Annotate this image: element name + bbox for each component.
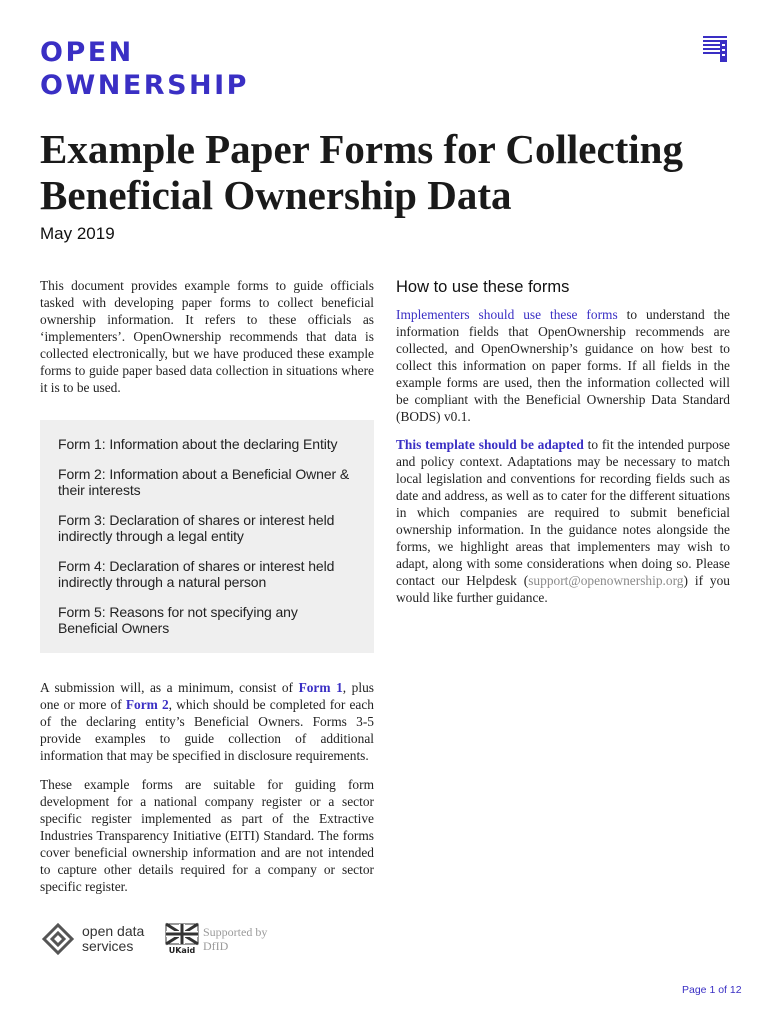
ods-diamond-icon [40, 922, 76, 956]
how-to-text-2: to fit the intended purpose and policy context. Adaptations may be necessary to match local legislation and conventions for recording fields such as date and address, as well as to cater for the different situations in which companies are required to submit beneficial ownership information. In the guidance notes alongside the forms, we highlight areas that implementers may wish to adapt, along with some considerations when doing so. Please contact our Helpdesk ( [396, 437, 730, 588]
suitability-paragraph: These example forms are suitable for guiding form development for a national company register or a sector specific register implemented as part of the Extractive Industries Transparency Initiative (EITI) Standard. The forms cover beneficial ownership information and are not intended to capture other details required for a company or sector specific register. [40, 777, 374, 894]
supported-by [203, 925, 267, 953]
how-to-column [396, 278, 730, 617]
form-item-3: Form 3: Declaration of shares or interest held indirectly through a legal entity [58, 511, 335, 544]
forms-list-box [40, 420, 374, 653]
open-ownership-logo [40, 36, 249, 102]
logo-line-1: OPEN [40, 37, 134, 68]
how-to-paragraph-1 [396, 306, 730, 425]
ods-line-2: services [82, 938, 134, 954]
striped-flag-icon [703, 36, 731, 64]
form-item-2: Form 2: Information about a Beneficial Owner & their interests [58, 465, 350, 498]
how-to-paragraph-2 [396, 436, 730, 606]
form-2-link[interactable]: Form 2 [125, 697, 169, 712]
form-1-link[interactable]: Form 1 [298, 680, 343, 695]
form-item-4: Form 4: Declaration of shares or interest held indirectly through a natural person [58, 557, 335, 590]
union-flag-icon [164, 922, 200, 956]
logo-line-2: OWNERSHIP [40, 70, 249, 101]
ods-line-1: open data [82, 923, 145, 939]
how-to-text-1: to understand the information fields that OpenOwnership recommends are collected, and OpenOwnership’s guidance on how best to collect this information on paper forms. If all fields in the example forms are used, then the information collected will be compliant with the Beneficial Ownership Data Standard (BODS) v0.1. [396, 307, 730, 424]
form-item-1: Form 1: Information about the declaring Entity [58, 436, 338, 452]
implementers-highlight: Implementers should use these forms [396, 307, 618, 322]
how-to-text-3: ) if you would like further guidance. [396, 573, 731, 605]
submission-column [40, 679, 374, 907]
form-item-5: Form 5: Reasons for not specifying any Beneficial Owners [58, 603, 298, 636]
submission-text-1: A submission will, as a minimum, consist of [40, 680, 299, 695]
intro-paragraph: This document provides example forms to guide officials tasked with developing paper forms to collect beneficial ownership information. It refers to these officials as ‘implementers’. OpenOwnership recommends that data is collected electronically, but we have produced these example forms to guide paper based data collection in situations where it is to be used. [40, 278, 374, 395]
helpdesk-email-link[interactable]: support@openownership.org [528, 573, 684, 588]
page-number: Page 1 of 12 [682, 984, 742, 996]
document-title [40, 126, 740, 218]
submission-text-3: , which should be completed for each of the declaring entity’s Beneficial Owners. Forms 3-5 provide examples to guide collection of additional information that may be specified in disclosure requirements. [40, 697, 374, 763]
title-line-2: Beneficial Ownership Data [40, 172, 512, 218]
submission-paragraph [40, 679, 374, 764]
open-data-services-logo [40, 922, 144, 956]
title-line-1: Example Paper Forms for Collecting [40, 126, 683, 172]
adapt-highlight: This template should be adapted [396, 437, 584, 452]
supported-line-2: DfID [203, 939, 229, 953]
ods-wordmark [82, 924, 144, 954]
intro-column [40, 277, 374, 396]
supported-line-1: Supported by [203, 925, 268, 939]
submission-text-2: , plus one or more of [40, 680, 374, 712]
ukaid-label: UKaid [168, 946, 196, 955]
how-to-heading: How to use these forms [396, 278, 570, 296]
document-date: May 2019 [40, 224, 115, 243]
